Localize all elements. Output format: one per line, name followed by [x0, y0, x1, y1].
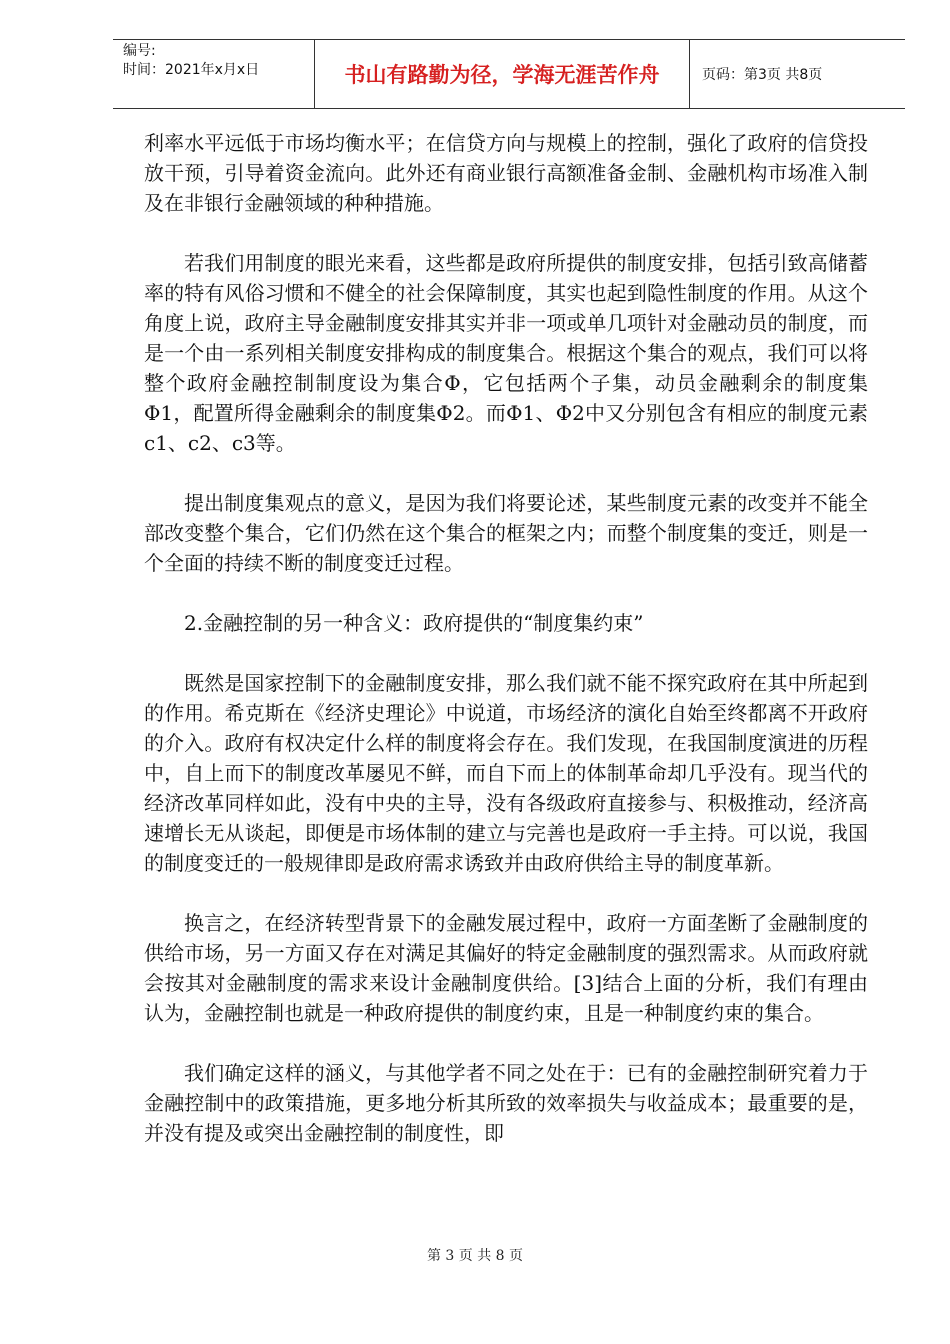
document-number-label: 编号: [123, 43, 156, 59]
body-paragraph: 提出制度集观点的意义，是因为我们将要论述，某些制度元素的改变并不能全部改变整个集合，它们仍然在这个集合的框架之内；而整个制度集的变迁，则是一个全面的持续不断的制度变迁过程。 [144, 491, 868, 575]
section-heading: 2.金融控制的另一种含义：政府提供的“制度集约束” [184, 611, 644, 635]
body-paragraph: 若我们用制度的眼光来看，这些都是政府所提供的制度安排，包括引致高储蓄率的特有风俗习惯和不健全的社会保障制度，其实也起到隐性制度的作用。从这个角度上说，政府主导金融制度安排其实并非一项或单几项针对金融动员的制度，而是一个由一系列相关制度安排构成的制度集合。根据这个集合的观点，我们可以将整个政府金融控制制度设为集合Φ，它包括两个子集，动员金融剩余的制度集Φ1，配置所得金融剩余的制度集Φ2。而Φ1、Φ2中又分别包含有相应的制度元素c1、c2、c3等。 [144, 251, 868, 455]
header-motto: 书山有路勤为径，学海无涯苦作舟 [315, 40, 690, 108]
body-paragraph: 我们确定这样的涵义，与其他学者不同之处在于：已有的金融控制研究着力于金融控制中的政策措施，更多地分析其所致的效率损失与收益成本；最重要的是，并没有提及或突出金融控制的制度性，即 [144, 1061, 868, 1145]
page-footer: 第 3 页 共 8 页 [426, 1248, 524, 1264]
body-paragraph: 利率水平远低于市场均衡水平；在信贷方向与规模上的控制，强化了政府的信贷投放干预，引导着资金流向。此外还有商业银行高额准备金制、金融机构市场准入制及在非银行金融领域的种种措施。 [144, 131, 868, 215]
page-header [113, 39, 905, 109]
body-paragraph: 换言之，在经济转型背景下的金融发展过程中，政府一方面垄断了金融制度的供给市场，另一方面又存在对满足其偏好的特定金融制度的强烈需求。从而政府就会按其对金融制度的需求来设计金融制度供给。[3]结合上面的分析，我们有理由认为，金融控制也就是一种政府提供的制度约束，且是一种制度约束的集合。 [144, 911, 868, 1025]
body-paragraph: 既然是国家控制下的金融制度安排，那么我们就不能不探究政府在其中所起到的作用。希克斯在《经济史理论》中说道，市场经济的演化自始至终都离不开政府的介入。政府有权决定什么样的制度将会存在。我们发现，在我国制度演进的历程中，自上而下的制度改革屡见不鲜，而自下而上的体制革命却几乎没有。现当代的经济改革同样如此，没有中央的主导，没有各级政府直接参与、积极推动，经济高速增长无从谈起，即便是市场体制的建立与完善也是政府一手主持。可以说，我国的制度变迁的一般规律即是政府需求诱致并由政府供给主导的制度革新。 [144, 671, 868, 875]
document-time-label: 时间：2021年x月x日 [123, 62, 260, 78]
header-page-number: 页码：第3页 共8页 [702, 67, 823, 83]
header-meta-cell [113, 40, 315, 108]
document-body [144, 128, 868, 1148]
